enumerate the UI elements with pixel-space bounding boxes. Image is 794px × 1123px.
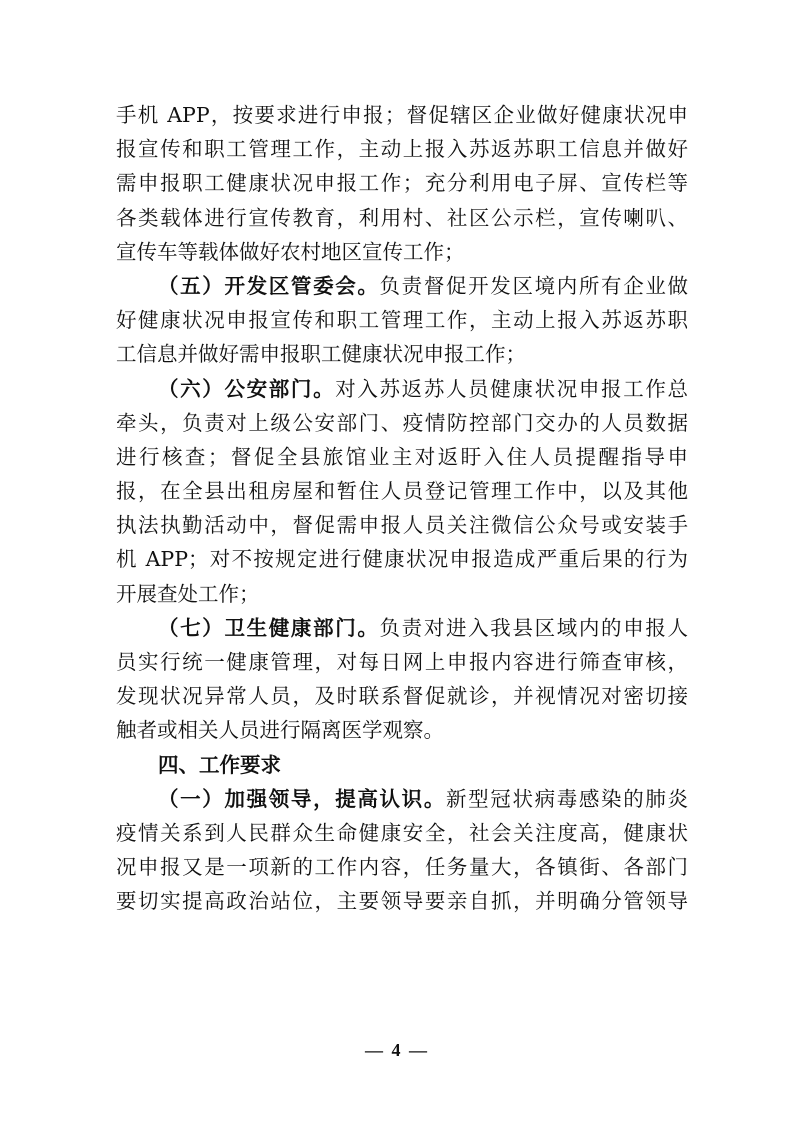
text-line: 工信息并做好需申报职工健康状况申报工作； [116, 342, 526, 367]
paragraph-public-security [116, 372, 688, 611]
text-line: 需申报职工健康状况申报工作；充分利用电子屏、宣传栏等 [116, 171, 688, 196]
paragraph-text: 新型冠状病毒感染的肺炎 [445, 786, 689, 811]
paragraph-title: （一）加强领导，提高认识。 [158, 786, 446, 811]
text-line: 发现状况异常人员，及时联系督促就诊，并视情况对密切接 [116, 684, 688, 709]
paragraph-title: （五）开发区管委会。 [158, 273, 380, 298]
text-line: 员实行统一健康管理，对每日网上申报内容进行筛查审核， [116, 650, 688, 674]
text-line [116, 269, 688, 303]
paragraph-development-zone [116, 269, 688, 372]
paragraph-1 [116, 98, 688, 269]
text-line: 宣传车等载体做好农村地区宣传工作； [116, 239, 465, 264]
paragraph-leadership [116, 782, 688, 919]
text-line: 牵头，负责对上级公安部门、疫情防控部门交办的人员数据 [116, 410, 688, 435]
text-line: 报，在全县出租房屋和暂住人员登记管理工作中，以及其他 [116, 479, 688, 504]
text-line: 要切实提高政治站位，主要领导要亲自抓，并明确分管领导 [116, 889, 688, 914]
text-line [116, 372, 688, 406]
text-line: 开展查处工作； [116, 581, 260, 606]
text-line: 疫情关系到人民群众生命健康安全，社会关注度高，健康状 [116, 820, 688, 845]
paragraph-text: 负责对进入我县区域内的申报人 [379, 615, 689, 640]
paragraph-text: 对入苏返苏人员健康状况申报工作总 [335, 376, 689, 401]
text-line: 各类载体进行宣传教育，利用村、社区公示栏，宣传喇叭、 [116, 205, 688, 230]
paragraph-health [116, 611, 688, 748]
text-line: 况申报又是一项新的工作内容，任务量大，各镇街、各部门 [116, 855, 688, 880]
section-heading: 四、工作要求 [158, 752, 281, 777]
text-line: 执法执勤活动中，督促需申报人员关注微信公众号或安装手 [116, 513, 688, 538]
page-number: — 4 — [365, 1040, 429, 1060]
text-line: 报宣传和职工管理工作，主动上报入苏返苏职工信息并做好 [116, 137, 688, 162]
text-line: 好健康状况申报宣传和职工管理工作，主动上报入苏返苏职 [116, 308, 688, 333]
text-line: 触者或相关人员进行隔离医学观察。 [116, 718, 444, 743]
text-line [116, 611, 688, 645]
text-line: 进行核查；督促全县旅馆业主对返盱入住人员提醒指导申 [116, 444, 688, 469]
paragraph-text: 负责督促开发区境内所有企业做 [379, 273, 689, 298]
document-page [116, 98, 688, 919]
paragraph-title: （七）卫生健康部门。 [158, 615, 380, 640]
paragraph-title: （六）公安部门。 [158, 376, 336, 401]
text-line [116, 782, 688, 816]
text-line: 手机 APP，按要求进行申报；督促辖区企业做好健康状况申 [116, 103, 688, 127]
text-line: 机 APP；对不按规定进行健康状况申报造成严重后果的行为 [116, 547, 688, 572]
